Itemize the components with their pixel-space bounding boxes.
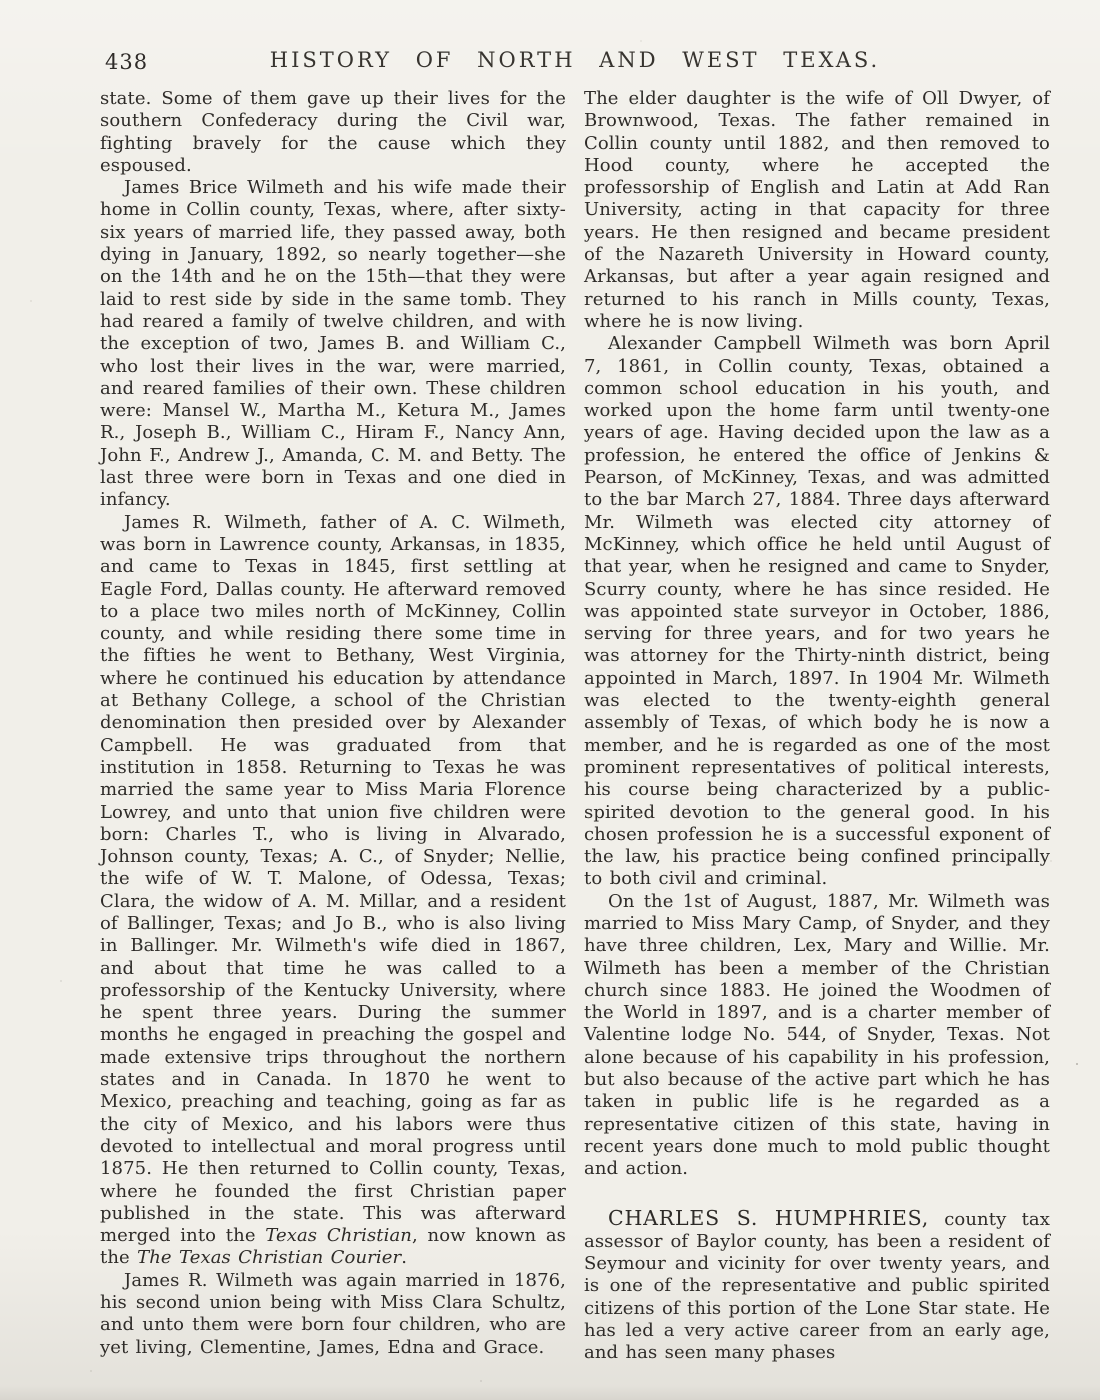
page-number: 438: [105, 50, 149, 74]
text-run: state. Some of them gave up their lives for the southern Confederacy during the Civil war, fighting bravely for the cause which they espoused.: [100, 88, 566, 176]
paragraph: [584, 891, 1050, 1181]
text-run: , now known as the: [100, 1225, 567, 1269]
left-column: [100, 88, 566, 1365]
text-run: On the 1st of August, 1887, Mr. Wilmeth was married to Miss Mary Camp, of Snyder, and they have three children, Lex, Mary and Willie. Mr. Wilmeth has been a member of the Christian church since 1883. He joined the Woodmen of the World in 1897, and is a charter member of Valentine lodge No. 544, of Snyder, Texas. Not alone because of his capability in his profession, but also because of the active part which he has taken in public life is he regarded as a representative citizen of this state, having in recent years done much to mold public thought and action.: [584, 890, 1050, 1180]
paragraph: [100, 88, 566, 177]
paragraph: [584, 1207, 1050, 1365]
paragraph: [584, 333, 1050, 890]
paragraph: [584, 88, 1050, 333]
text-run: county tax assessor of Baylor county, has been a resident of Seymour and vicinity for over twenty years, and is one of the representative and public spirited citizens of this portion of the Lone Star state. He has led a very active career from an early age, and has seen many phases: [584, 1208, 1050, 1364]
text-run-italic: Texas Christian: [265, 1225, 413, 1247]
running-header: [100, 48, 1050, 78]
text-run: James R. Wilmeth was again married in 1876, his second union being with Miss Clara Schultz, and unto them were born four children, who are yet living, Clementine, James, Edna and Grace.: [100, 1269, 566, 1358]
paragraph: [100, 512, 566, 1270]
text-run: Alexander Campbell Wilmeth was born April 7, 1861, in Collin county, Texas, obtained a common school education in his youth, and worked upon the home farm until twenty-one years of age. Having decided upon the law as a profession, he entered the office of Jenkins & Pearson, of McKinney, Texas, and was admitted to the bar March 27, 1884. Three days afterward Mr. Wilmeth was elected city attorney of McKinney, which office he held until August of that year, when he resigned and came to Snyder, Scurry county, where he has since resided. He was appointed state surveyor in October, 1886, serving for three years, and for two years he was attorney for the Thirty-ninth district, being appointed in March, 1897. In 1904 Mr. Wilmeth was elected to the twenty-eighth general assembly of Texas, of which body he is now a member, and he is regarded as one of the most prominent representatives of political interests, his course being characterized by a public-spirited devotion to the general good. In his chosen profession he is a successful exponent of the law, his practice being confined principally to both civil and criminal.: [584, 333, 1050, 890]
page-title: HISTORY OF NORTH AND WEST TEXAS.: [269, 48, 881, 72]
right-column: [584, 88, 1050, 1365]
text-run: .: [401, 1247, 408, 1269]
text-run: The elder daughter is the wife of Oll Dwyer, of Brownwood, Texas. The father remained in Collin county until 1882, and then removed to Hood county, where he accepted the professorship of English and Latin at Add Ran University, acting in that capacity for three years. He then resigned and became president of the Nazareth University in Howard county, Arkansas, but after a year again resigned and returned to his ranch in Mills county, Texas, where he is now living.: [584, 88, 1050, 332]
text-run: James R. Wilmeth, father of A. C. Wilmeth, was born in Lawrence county, Arkansas, in 1835, and came to Texas in 1845, first settling at Eagle Ford, Dallas county. He afterward removed to a place two miles north of McKinney, Collin county, and while residing there some time in the fifties he went to Bethany, West Virginia, where he continued his education by attendance at Bethany College, a school of the Christian denomination then presided over by Alexander Campbell. He was graduated from that institution in 1858. Returning to Texas he was married the same year to Miss Maria Florence Lowrey, and unto that union five children were born: Charles T., who is living in Alvarado, Johnson county, Texas; A. C., of Snyder; Nellie, the wife of W. T. Malone, of Odessa, Texas; Clara, the widow of A. M. Millar, and a resident of Ballinger, Texas; and Jo B., who is also living in Ballinger. Mr. Wilmeth's wife died in 1867, and about that time he was called to a professorship of the Kentucky University, where he spent three years. During the summer months he engaged in preaching the gospel and made extensive trips throughout the northern states and in Canada. In 1870 he went to Mexico, preaching and teaching, going as far as the city of Mexico, and his labors were thus devoted to intellectual and moral progress until 1875. He then returned to Collin county, Texas, where he founded the first Christian paper published in the state. This was afterward merged into the: [100, 511, 566, 1247]
text-run: James Brice Wilmeth and his wife made their home in Collin county, Texas, where, after sixty-six years of married life, they passed away, both dying in January, 1892, so nearly together—she on the 14th and he on the 15th—that they were laid to rest side by side in the same tomb. They had reared a family of twelve children, and with the exception of two, James B. and William C., who lost their lives in the war, were married, and reared families of their own. These children were: Mansel W., Martha M., Ketura M., James R., Joseph B., William C., Hiram F., Nancy Ann, John F., Andrew J., Amanda, C. M. and Betty. The last three were born in Texas and one died in infancy.: [100, 177, 566, 511]
paragraph: [100, 177, 566, 511]
text-run-italic: The Texas Christian Courier: [137, 1247, 402, 1269]
paper-speckles: [0, 0, 2, 2]
text-run-caps: CHARLES S. HUMPHRIES,: [608, 1205, 930, 1230]
text-columns: [100, 88, 1050, 1365]
paragraph: [100, 1270, 566, 1359]
